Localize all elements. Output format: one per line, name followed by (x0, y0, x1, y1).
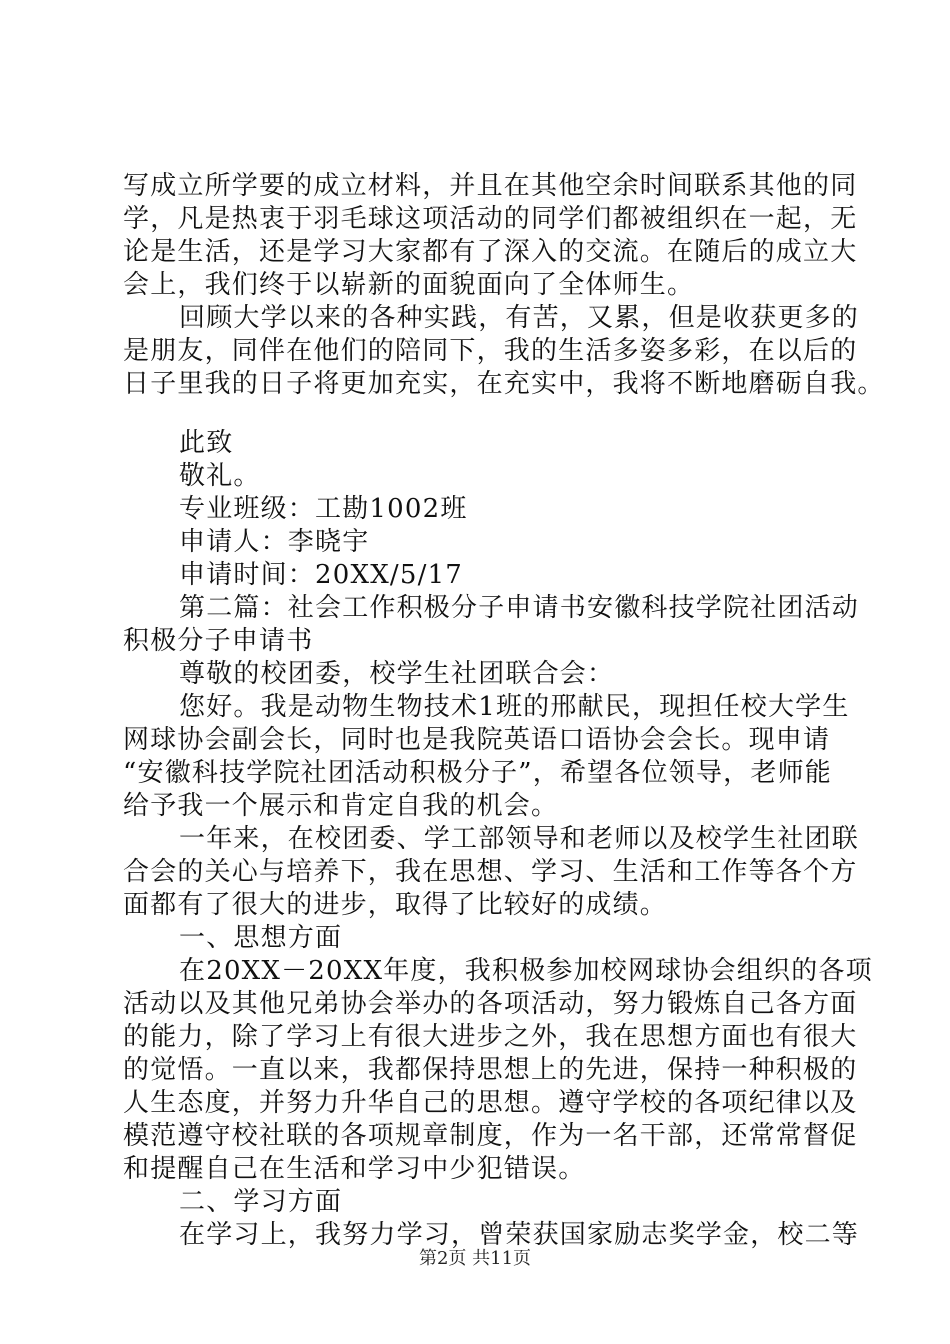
section-title: 第二篇：社会工作积极分子申请书安徽科技学院社团活动 (179, 593, 860, 623)
closing-salutation: 此致 (179, 428, 234, 458)
spacer (123, 401, 833, 427)
paragraph-line: 写成立所学要的成立材料，并且在其他空余时间联系其他的同 (123, 171, 858, 201)
paragraph-line: “安徽科技学院社团活动积极分子”，希望各位领导，老师能 (123, 758, 832, 788)
paragraph-line: 的能力，除了学习上有很大进步之外，我在思想方面也有很大 (123, 1022, 858, 1052)
paragraph-line: 会上，我们终于以崭新的面貌面向了全体师生。 (123, 270, 695, 300)
paragraph-line: 在20XX－20XX年度，我积极参加校网球协会组织的各项 (179, 956, 873, 986)
applicant-name: 申请人：李晓宇 (179, 527, 370, 557)
paragraph-line: 给予我一个展示和肯定自我的机会。 (123, 791, 559, 821)
subsection-heading: 一、思想方面 (179, 923, 343, 953)
closing-regards: 敬礼。 (179, 461, 261, 491)
application-date: 申请时间：20XX/5/17 (179, 560, 464, 590)
class-info: 专业班级：工勘1002班 (179, 494, 468, 524)
paragraph-line: 网球协会副会长，同时也是我院英语口语协会会长。现申请 (123, 725, 831, 755)
paragraph-line: 合会的关心与培养下，我在思想、学习、生活和工作等各个方 (123, 857, 858, 887)
paragraph-line: 人生态度，并努力升华自己的思想。遵守学校的各项纪律以及 (123, 1088, 858, 1118)
paragraph-line: 学，凡是热衷于羽毛球这项活动的同学们都被组织在一起，无 (123, 204, 858, 234)
subsection-heading: 二、学习方面 (179, 1187, 343, 1217)
paragraph-line: 论是生活，还是学习大家都有了深入的交流。在随后的成立大 (123, 237, 858, 267)
letter-greeting: 尊敬的校团委，校学生社团联合会： (179, 659, 615, 689)
paragraph-line: 的觉悟。一直以来，我都保持思想上的先进，保持一种积极的 (123, 1055, 858, 1085)
section-title-continued: 积极分子申请书 (123, 626, 314, 656)
paragraph-line: 回顾大学以来的各种实践，有苦，又累，但是收获更多的 (179, 303, 860, 333)
paragraph-line: 模范遵守校社联的各项规章制度，作为一名干部，还常常督促 (123, 1121, 858, 1151)
paragraph-line: 面都有了很大的进步，取得了比较好的成绩。 (123, 890, 668, 920)
paragraph-line: 和提醒自己在生活和学习中少犯错误。 (123, 1154, 586, 1184)
page-number-footer: 第2页 共11页 (418, 1248, 532, 1269)
paragraph-line: 是朋友，同伴在他们的陪同下，我的生活多姿多彩，在以后的 (123, 336, 858, 366)
paragraph-line: 在学习上，我努力学习，曾荣获国家励志奖学金，校二等 (179, 1220, 860, 1250)
paragraph-line: 您好。我是动物生物技术1班的邢献民，现担任校大学生 (179, 692, 850, 722)
paragraph-line: 一年来，在校团委、学工部领导和老师以及校学生社团联 (179, 824, 860, 854)
paragraph-line: 活动以及其他兄弟协会举办的各项活动，努力锻炼自己各方面 (123, 989, 858, 1019)
document-body (123, 170, 885, 1252)
paragraph-line: 日子里我的日子将更加充实，在充实中，我将不断地磨砺自我。 (123, 369, 885, 399)
